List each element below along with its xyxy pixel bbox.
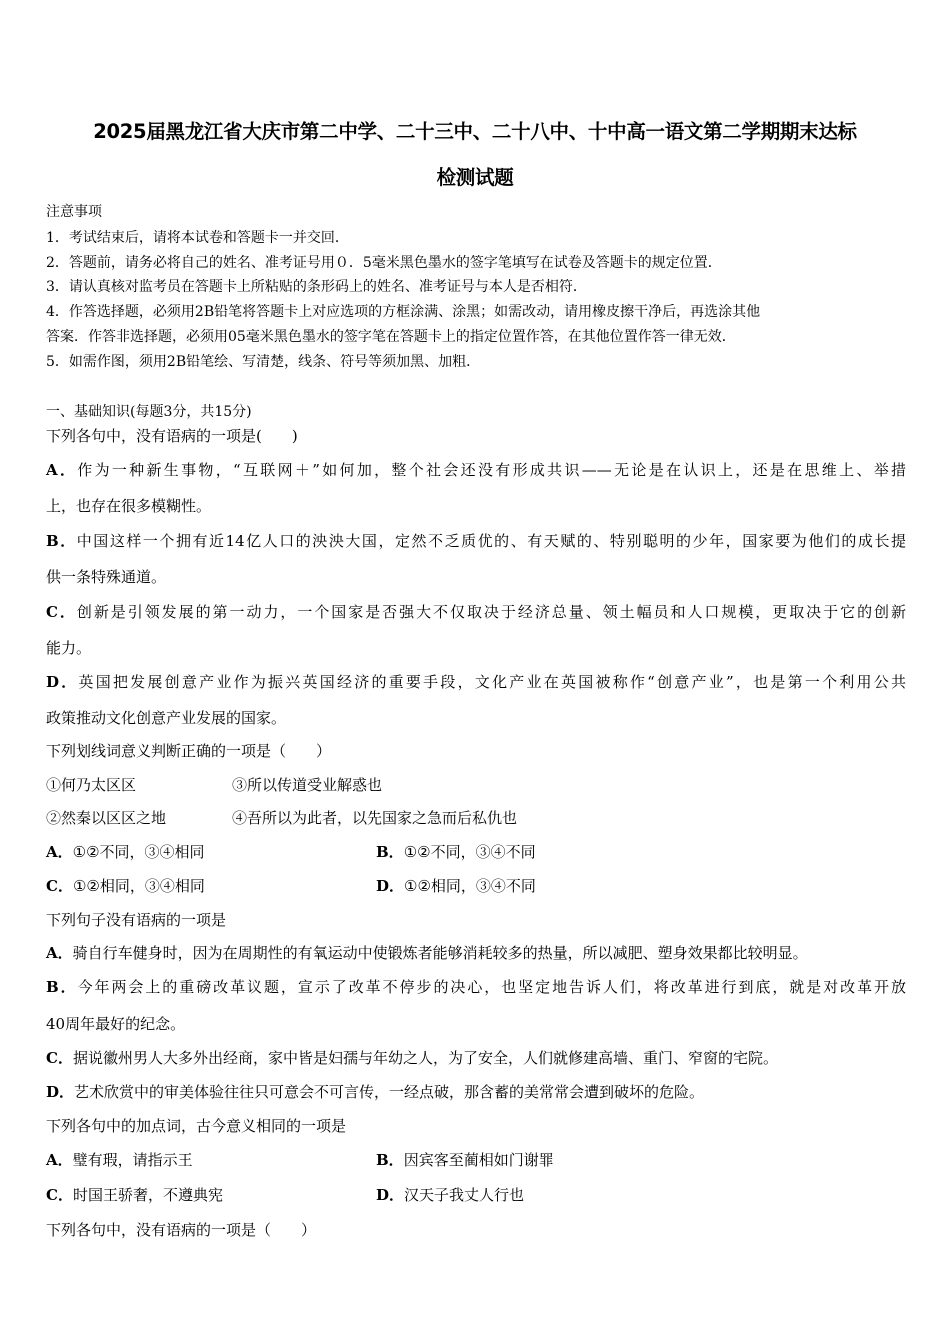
- option-label: A．: [46, 944, 73, 962]
- option-label: A．: [46, 1151, 73, 1169]
- option-text: ①②不同，③④相同: [72, 843, 205, 861]
- option-label: A．: [46, 843, 73, 861]
- q2-option-b: [376, 842, 536, 862]
- notice-heading: 注意事项: [46, 204, 102, 220]
- option-label: B．: [46, 532, 77, 550]
- q1-option-c-cont: 能力。: [46, 639, 92, 657]
- q1-option-d-cont: 政策推动文化创意产业发展的国家。: [46, 709, 287, 727]
- notice-item-3: 3．请认真核对监考员在答题卡上所粘贴的条形码上的姓名、准考证号与本人是否相符．: [46, 279, 587, 295]
- option-text: 因宾客至蔺相如门谢罪: [403, 1151, 554, 1169]
- option-text: 中国这样一个拥有近14亿人口的泱泱大国，定然不乏质优的、有天赋的、特别聪明的少年，国家要为他们的成长提: [76, 532, 906, 550]
- option-text: 璧有瑕，请指示王: [72, 1151, 193, 1169]
- q2-option-a: [46, 842, 205, 862]
- q2-option-d: [376, 876, 536, 896]
- notice-item-4: 4．作答选择题，必须用2B铅笔将答题卡上对应选项的方框涂满、涂黑；如需改动，请用橡皮擦干净后，再选涂其他: [46, 304, 761, 320]
- q4-option-c: [46, 1185, 223, 1205]
- q1-option-b-cont: 供一条特殊通道。: [46, 568, 167, 586]
- option-text: 艺术欣赏中的审美体验往往只可意会不可言传，一经点破，那含蓄的美常常会遭到破坏的危险。: [74, 1083, 705, 1101]
- option-label: C．: [46, 877, 73, 895]
- exam-title-line-1: 2025届黑龙江省大庆市第二中学、二十三中、二十八中、十中高一语文第二学期期末达标: [93, 120, 857, 143]
- option-label: D．: [376, 1186, 405, 1204]
- q3-option-a: [46, 943, 808, 963]
- notice-item-2: 2．答题前，请务必将自己的姓名、准考证号用０．5毫米黑色墨水的签字笔填写在试卷及答题卡的规定位置．: [46, 255, 722, 271]
- option-text: 汉天子我丈人行也: [404, 1186, 525, 1204]
- q3-option-b-cont: 40周年最好的纪念。: [46, 1015, 186, 1033]
- q2-item-2: ②然秦以区区之地: [46, 809, 167, 827]
- option-text: ①②相同，③④相同: [72, 877, 205, 895]
- option-text: 骑自行车健身时，因为在周期性的有氧运动中使锻炼者能够消耗较多的热量，所以减肥、塑身效果都比较明显。: [72, 944, 808, 962]
- q2-option-c: [46, 876, 205, 896]
- option-label: C．: [46, 603, 77, 621]
- q4-option-b: [376, 1150, 554, 1170]
- notice-item-4-cont: 答案．作答非选择题，必须用05毫米黑色墨水的签字笔在答题卡上的指定位置作答，在其他位置作答一律无效．: [46, 329, 736, 345]
- q1-option-c: [46, 602, 906, 622]
- section-heading: 一、基础知识(每题3分，共15分): [46, 404, 252, 420]
- q3-option-b: [46, 977, 906, 997]
- option-text: 今年两会上的重磅改革议题，宣示了改革不停步的决心，也坚定地告诉人们，将改革进行到底，就是对改革开放: [77, 978, 906, 996]
- q2-stem: 下列划线词意义判断正确的一项是（ ）: [46, 742, 332, 760]
- q3-stem: 下列句子没有语病的一项是: [46, 911, 227, 929]
- option-label: B．: [376, 843, 404, 861]
- q1-option-a-cont: 上，也存在很多模糊性。: [46, 497, 212, 515]
- q1-option-a: [46, 460, 906, 480]
- option-label: B．: [46, 978, 78, 996]
- option-label: C．: [46, 1049, 73, 1067]
- option-text: 作为一种新生事物，“互联网＋”如何加，整个社会还没有形成共识——无论是在认识上，还是在思维上、举措: [77, 461, 907, 479]
- option-text: 据说徽州男人大多外出经商，家中皆是妇孺与年幼之人，为了安全，人们就修建高墙、重门、窄窗的宅院。: [72, 1049, 778, 1067]
- q2-item-4: ④吾所以为此者，以先国家之急而后私仇也: [232, 809, 518, 827]
- q1-option-d: [46, 672, 906, 692]
- option-label: A．: [46, 461, 78, 479]
- q4-option-d: [376, 1185, 524, 1205]
- q3-option-d: [46, 1082, 704, 1102]
- q2-item-1: ①何乃太区区: [46, 776, 137, 794]
- q4-option-a: [46, 1150, 193, 1170]
- notice-item-5: 5．如需作图，须用2B铅笔绘、写清楚，线条、符号等须加黑、加粗．: [46, 354, 481, 370]
- option-text: 英国把发展创意产业作为振兴英国经济的重要手段，文化产业在英国被称作“创意产业”，也是第一个利用公共: [78, 673, 907, 691]
- q1-option-b: [46, 531, 906, 551]
- exam-title-line-2: 检测试题: [436, 166, 514, 189]
- option-text: ①②不同，③④不同: [403, 843, 536, 861]
- q4-stem: 下列各句中的加点词，古今意义相同的一项是: [46, 1117, 347, 1135]
- option-label: D．: [46, 1083, 75, 1101]
- option-text: ①②相同，③④不同: [404, 877, 536, 895]
- option-label: C．: [46, 1186, 73, 1204]
- option-label: B．: [376, 1151, 404, 1169]
- q1-stem: 下列各句中，没有语病的一项是( ): [46, 427, 298, 445]
- option-label: D．: [376, 877, 405, 895]
- option-label: D．: [46, 673, 79, 691]
- option-text: 创新是引领发展的第一动力，一个国家是否强大不仅取决于经济总量、领土幅员和人口规模，更取决于它的创新: [76, 603, 906, 621]
- option-text: 时国王骄奢，不遵典宪: [72, 1186, 223, 1204]
- notice-item-1: 1．考试结束后，请将本试卷和答题卡一并交回．: [46, 230, 349, 246]
- q5-stem: 下列各句中，没有语病的一项是（ ）: [46, 1221, 317, 1239]
- q2-item-3: ③所以传道受业解惑也: [232, 776, 383, 794]
- q3-option-c: [46, 1048, 778, 1068]
